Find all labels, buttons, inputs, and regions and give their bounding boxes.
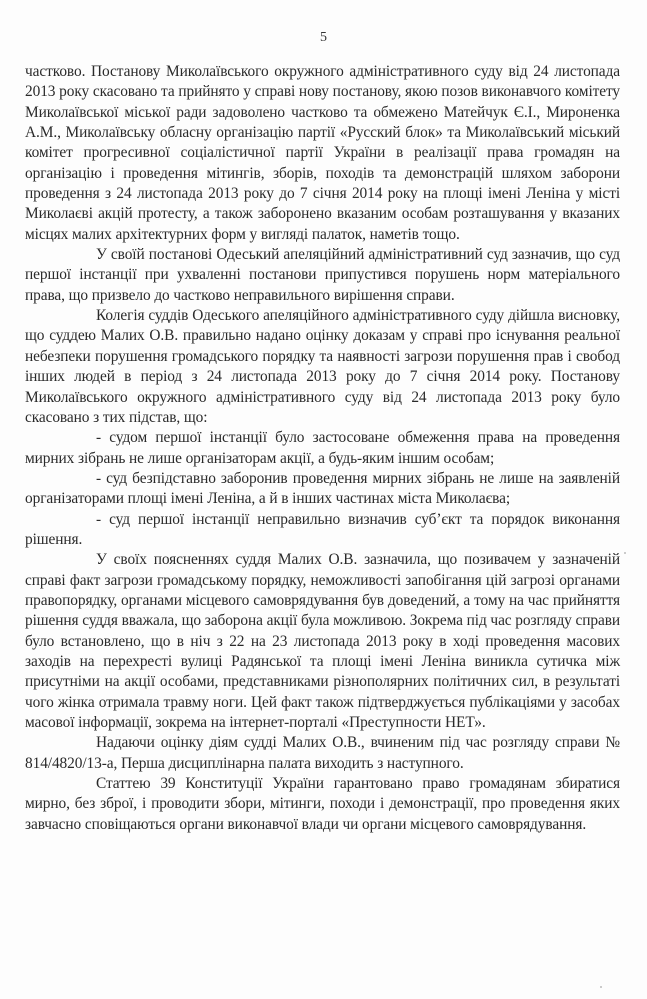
list-item-reason-3: - суд першої інстанції неправильно визначив суб’єкт та порядок виконання рішення.: [25, 510, 620, 548]
document-body: [25, 62, 620, 835]
list-item-reason-2: - суд безпідставно заборонив проведення мирних зібрань не лише на заявленій організаторами площі імені Леніна, а й в інших частинах міста Миколаєва;: [25, 469, 620, 508]
page-number: 5: [320, 30, 327, 45]
scan-speck: [600, 986, 602, 988]
scan-speck: [624, 552, 626, 554]
paragraph-college-conclusion: Колегія суддів Одеського апеляційного адміністративного суду дійшла висновку, що суддею Малих О.В. правильно надано оцінку доказам у справі про існування реальної небезпеки порушення громадського порядку та наявності загрози порушення прав і свобод інших людей в період з 24 листопада 2013 року до 7 січня 2014 року. Постанову Миколаївського окружного адміністративного суду від 24 листопада 2013 року було скасовано з тих підстав, що:: [25, 307, 620, 426]
paragraph-constitution-article: Статтею 39 Конституції України гарантовано право громадянам збиратися мирно, без зброї, і проводити збори, мітинги, походи і демонстрації, про проведення яких завчасно сповіщаються органи виконавчої влади чи органи місцевого самоврядування.: [25, 775, 620, 833]
paragraph-appeal-court-finding: У своїй постанові Одеський апеляційний адміністративний суд зазначив, що суд першої інстанції при ухваленні постанови припустився порушень норм матеріального права, що призвело до частково неправильного вирішення справи.: [25, 246, 620, 304]
paragraph-court-ruling-continuation: частково. Постанову Миколаївського окружного адміністративного суду від 24 листопада 2013 року скасовано та прийнято у справі нову постанову, якою позов виконавчого комітету Миколаївської міської ради задоволено частково та обмежено Матейчук Є.І., Мироненка А.М., Миколаївську обласну організацію партії «Русский блок» та Миколаївський міський комітет прогресивної соціалістичної партії України в реалізації права громадян на організацію і проведення мітингів, зборів, походів та демонстрацій шляхом заборони проведення з 24 листопада 2013 року до 7 січня 2014 року на площі імені Леніна у місті Миколаєві акцій протесту, а також заборонено вказаним особам розташування у вказаних місцях малих архітектурних форм у вигляді палаток, наметів тощо.: [25, 63, 620, 243]
paragraph-chamber-assessment: Надаючи оцінку діям судді Малих О.В., вчиненим під час розгляду справи № 814/4820/13-а, Перша дисциплінарна палата виходить з наступного.: [25, 734, 620, 772]
paragraph-judge-explanation: У своїх поясненнях суддя Малих О.В. зазначила, що позивачем у зазначеній справі факт загрози громадському порядку, неможливості запобігання цій загрозі органами правопорядку, органами місцевого самоврядування був доведений, а тому на час прийняття рішення суддя вважала, що заборона акції була можливою. Зокрема під час розгляду справи було встановлено, що в ніч з 22 на 23 листопада 2013 року в ході проведення масових заходів на перехресті вулиці Радянської та площі імені Леніна виникла сутичка між присутніми на акції особами, представниками різнополярних політичних сил, в результаті чого жінка отримала травму ноги. Цей факт також підтверджується публікаціями у засобах масової інформації, зокрема на інтернет-порталі «Преступности НЕТ».: [25, 551, 621, 731]
list-item-reason-1: - судом першої інстанції було застосоване обмеження права на проведення мирних зібрань не лише організаторам акції, а будь-яким іншим особам;: [25, 429, 620, 467]
